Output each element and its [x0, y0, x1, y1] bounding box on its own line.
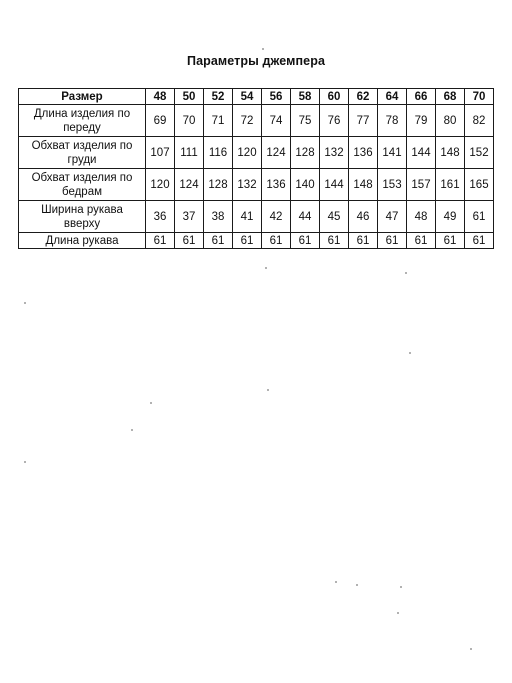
header-size-cell: 56: [262, 89, 291, 105]
value-cell: 75: [291, 105, 320, 137]
value-cell: 132: [320, 137, 349, 169]
scan-speck: [267, 389, 269, 391]
row-label: [19, 105, 146, 137]
value-cell: 120: [146, 169, 175, 201]
row-label-line: Длина рукава: [45, 234, 119, 247]
header-size-cell: 62: [349, 89, 378, 105]
scan-speck: [265, 267, 267, 269]
header-size-cell: 48: [146, 89, 175, 105]
value-cell: 72: [233, 105, 262, 137]
value-cell: 128: [204, 169, 233, 201]
scan-speck: [24, 302, 26, 304]
value-cell: 111: [175, 137, 204, 169]
value-cell: 79: [407, 105, 436, 137]
scan-speck: [409, 352, 411, 354]
value-cell: 47: [378, 201, 407, 233]
value-cell: 107: [146, 137, 175, 169]
page-title: Параметры джемпера: [186, 54, 326, 68]
scan-speck: [397, 612, 399, 614]
scan-speck: [131, 429, 133, 431]
value-cell: 136: [349, 137, 378, 169]
value-cell: 136: [262, 169, 291, 201]
row-label-line: вверху: [63, 217, 101, 230]
row-label: [19, 137, 146, 169]
table-header-row: [19, 89, 494, 105]
value-cell: 76: [320, 105, 349, 137]
value-cell: 45: [320, 201, 349, 233]
row-label-line: Длина изделия по: [33, 107, 131, 120]
row-label-line: бедрам: [61, 185, 102, 198]
value-cell: 124: [175, 169, 204, 201]
value-cell: 61: [146, 233, 175, 249]
scan-speck: [405, 272, 407, 274]
value-cell: 61: [465, 233, 494, 249]
header-size-cell: 60: [320, 89, 349, 105]
value-cell: 148: [349, 169, 378, 201]
value-cell: 44: [291, 201, 320, 233]
value-cell: 70: [175, 105, 204, 137]
value-cell: 165: [465, 169, 494, 201]
header-size-cell: 66: [407, 89, 436, 105]
scan-speck: [150, 402, 152, 404]
value-cell: 71: [204, 105, 233, 137]
row-label-line: переду: [63, 121, 101, 134]
size-parameters-table: [18, 88, 494, 249]
value-cell: 61: [262, 233, 291, 249]
header-size-cell: 70: [465, 89, 494, 105]
row-label-line: Обхват изделия по: [31, 139, 133, 152]
row-label-line: Обхват изделия по: [31, 171, 133, 184]
value-cell: 61: [320, 233, 349, 249]
header-size-cell: 64: [378, 89, 407, 105]
row-label: [19, 169, 146, 201]
value-cell: 61: [378, 233, 407, 249]
value-cell: 69: [146, 105, 175, 137]
value-cell: 144: [320, 169, 349, 201]
value-cell: 144: [407, 137, 436, 169]
value-cell: 128: [291, 137, 320, 169]
header-size-cell: 50: [175, 89, 204, 105]
table-row: [19, 105, 494, 137]
scan-speck: [24, 461, 26, 463]
value-cell: 42: [262, 201, 291, 233]
row-label-line: Ширина рукава: [41, 203, 123, 216]
row-label: [19, 201, 146, 233]
value-cell: 124: [262, 137, 291, 169]
value-cell: 157: [407, 169, 436, 201]
value-cell: 61: [407, 233, 436, 249]
value-cell: 61: [349, 233, 378, 249]
header-size-label: Размер: [19, 89, 146, 105]
scan-speck: [470, 648, 472, 650]
value-cell: 161: [436, 169, 465, 201]
value-cell: 152: [465, 137, 494, 169]
scan-speck: [262, 48, 264, 50]
value-cell: 61: [233, 233, 262, 249]
table-row: [19, 233, 494, 249]
value-cell: 140: [291, 169, 320, 201]
value-cell: 78: [378, 105, 407, 137]
table-row: [19, 169, 494, 201]
row-label: [19, 233, 146, 249]
value-cell: 153: [378, 169, 407, 201]
scan-speck: [335, 581, 337, 583]
header-size-cell: 58: [291, 89, 320, 105]
value-cell: 41: [233, 201, 262, 233]
table-row: [19, 201, 494, 233]
value-cell: 74: [262, 105, 291, 137]
header-size-cell: 68: [436, 89, 465, 105]
scan-speck: [400, 586, 402, 588]
value-cell: 37: [175, 201, 204, 233]
value-cell: 61: [291, 233, 320, 249]
header-size-cell: 52: [204, 89, 233, 105]
header-size-cell: 54: [233, 89, 262, 105]
value-cell: 36: [146, 201, 175, 233]
value-cell: 49: [436, 201, 465, 233]
value-cell: 120: [233, 137, 262, 169]
value-cell: 61: [204, 233, 233, 249]
value-cell: 116: [204, 137, 233, 169]
value-cell: 46: [349, 201, 378, 233]
value-cell: 38: [204, 201, 233, 233]
row-label-line: груди: [67, 153, 97, 166]
table-row: [19, 137, 494, 169]
value-cell: 77: [349, 105, 378, 137]
value-cell: 61: [436, 233, 465, 249]
value-cell: 82: [465, 105, 494, 137]
value-cell: 61: [465, 201, 494, 233]
value-cell: 132: [233, 169, 262, 201]
value-cell: 61: [175, 233, 204, 249]
value-cell: 48: [407, 201, 436, 233]
value-cell: 141: [378, 137, 407, 169]
value-cell: 80: [436, 105, 465, 137]
value-cell: 148: [436, 137, 465, 169]
scan-speck: [356, 584, 358, 586]
